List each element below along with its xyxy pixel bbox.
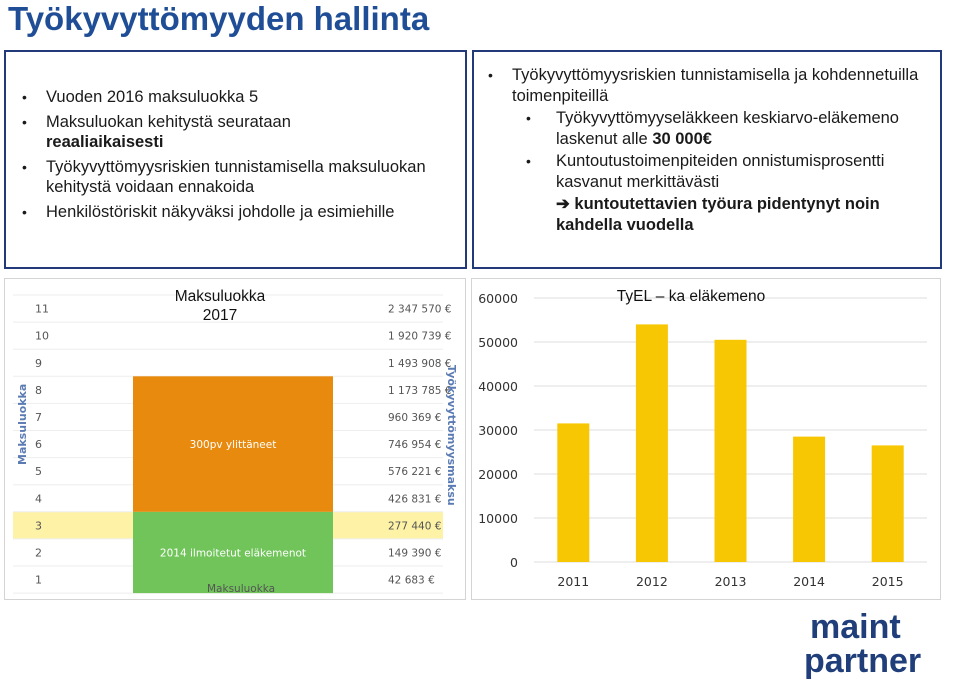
segment-label: 2014 ilmoitetut eläkemenot <box>159 547 307 560</box>
class-tick-label: 4 <box>35 492 42 506</box>
left-bullet-text: Henkilöstöriskit näkyväksi johdolle ja esimiehille <box>46 202 395 221</box>
x-tick-label: 2012 <box>635 574 668 589</box>
arrow-right-icon: ➔ <box>556 195 575 213</box>
left-bullet-bold: reaaliaikaisesti <box>46 133 164 151</box>
payroll-label: 2 347 570 € <box>388 303 452 316</box>
class-tick-label: 9 <box>35 356 42 370</box>
x-tick-label: 2011 <box>557 574 590 589</box>
tyel-chart-title: TyEL – ka eläkemeno <box>616 288 766 305</box>
tyel-bar <box>715 340 747 562</box>
payroll-label: 1 493 908 € <box>388 357 452 370</box>
right-sub-bullet-bold: 30 000€ <box>652 129 712 148</box>
arrow-result-line <box>474 194 940 235</box>
left-bullet-item <box>6 157 465 198</box>
left-bullet-item <box>6 202 465 223</box>
left-bullet-item <box>6 112 465 153</box>
payroll-label: 576 221 € <box>388 466 442 479</box>
y-axis-label-left: Maksuluokka <box>16 383 29 465</box>
class-tick-label: 11 <box>35 302 49 316</box>
payroll-label: 149 390 € <box>388 547 442 560</box>
class-tick-label: 2 <box>35 546 42 560</box>
right-sub-bullet-item <box>474 151 940 192</box>
right-bullet-box <box>472 50 942 269</box>
maintpartner-logo <box>802 604 942 684</box>
right-sub-bullet-list <box>474 108 940 192</box>
tyel-bar <box>793 437 825 562</box>
svg-text:maint: maint <box>810 608 901 646</box>
x-tick-label: 2015 <box>871 574 904 589</box>
y-tick-label: 40000 <box>478 379 518 394</box>
payroll-label: 960 369 € <box>388 411 442 424</box>
class-tick-label: 3 <box>35 519 42 533</box>
svg-text:partner: partner <box>804 642 922 680</box>
payroll-label: 1 173 785 € <box>388 384 452 397</box>
page-title: Työkyvyttömyyden hallinta <box>8 0 430 37</box>
y-tick-label: 10000 <box>478 511 518 526</box>
y-tick-label: 30000 <box>478 423 518 438</box>
y-tick-label: 50000 <box>478 335 518 350</box>
tyel-bar <box>557 423 589 562</box>
right-sub-bullet-item <box>474 108 940 149</box>
class-tick-label: 10 <box>35 329 49 343</box>
right-sub-bullet-text: Kuntoutustoimenpiteiden onnistumisprosentti kasvanut merkittävästi <box>556 152 885 191</box>
right-bullet-list <box>474 65 940 106</box>
tyel-chart <box>471 278 941 600</box>
tyel-bar <box>872 445 904 562</box>
class-tick-label: 5 <box>35 465 42 479</box>
payroll-label: 42 683 € <box>388 574 435 587</box>
payroll-label: 1 920 739 € <box>388 330 452 343</box>
segment-label: 300pv ylittäneet <box>189 439 277 452</box>
left-bullet-box <box>4 50 467 269</box>
class-tick-label: 6 <box>35 438 42 452</box>
tyel-bar <box>636 324 668 562</box>
left-bullet-text: Maksuluokan kehitystä seurataan <box>46 112 291 131</box>
payroll-label: 426 831 € <box>388 493 442 506</box>
left-bullet-item <box>6 87 465 108</box>
y-tick-label: 60000 <box>478 291 518 306</box>
class-tick-label: 7 <box>35 410 42 424</box>
y-tick-label: 20000 <box>478 467 518 482</box>
right-main-bullet: • Työkyvyttömyysriskien tunnistamisella ja kohdennetuilla toimenpiteillä <box>474 65 940 106</box>
y-axis-label-right: Työkyvyttömyysmaksu <box>445 365 458 506</box>
maksuluokka-panel-title: Maksuluokka 2017 <box>174 288 266 324</box>
left-bullet-text: Työkyvyttömyysriskien tunnistamisella maksuluokan kehitystä voidaan ennakoida <box>46 157 426 196</box>
x-axis-label: Maksuluokka <box>207 583 276 595</box>
payroll-label: 277 440 € <box>388 520 442 533</box>
y-tick-label: 0 <box>510 555 518 570</box>
right-sub-bullet-text: Työkyvyttömyyseläkkeen keskiarvo-eläkemeno laskenut alle <box>556 109 899 148</box>
class-tick-label: 1 <box>35 573 42 587</box>
class-tick-label: 8 <box>35 383 42 397</box>
x-tick-label: 2013 <box>714 574 747 589</box>
left-bullet-text: Vuoden 2016 maksuluokka 5 <box>46 88 259 106</box>
x-tick-label: 2014 <box>793 574 826 589</box>
maksuluokka-chart <box>4 278 466 600</box>
arrow-result-text: kuntoutettavien työura pidentynyt noin kahdella vuodella <box>556 195 880 234</box>
left-bullet-list <box>6 87 465 222</box>
payroll-label: 746 954 € <box>388 439 442 452</box>
tyel-chart-svg <box>472 279 940 599</box>
maksuluokka-chart-svg <box>5 279 465 599</box>
